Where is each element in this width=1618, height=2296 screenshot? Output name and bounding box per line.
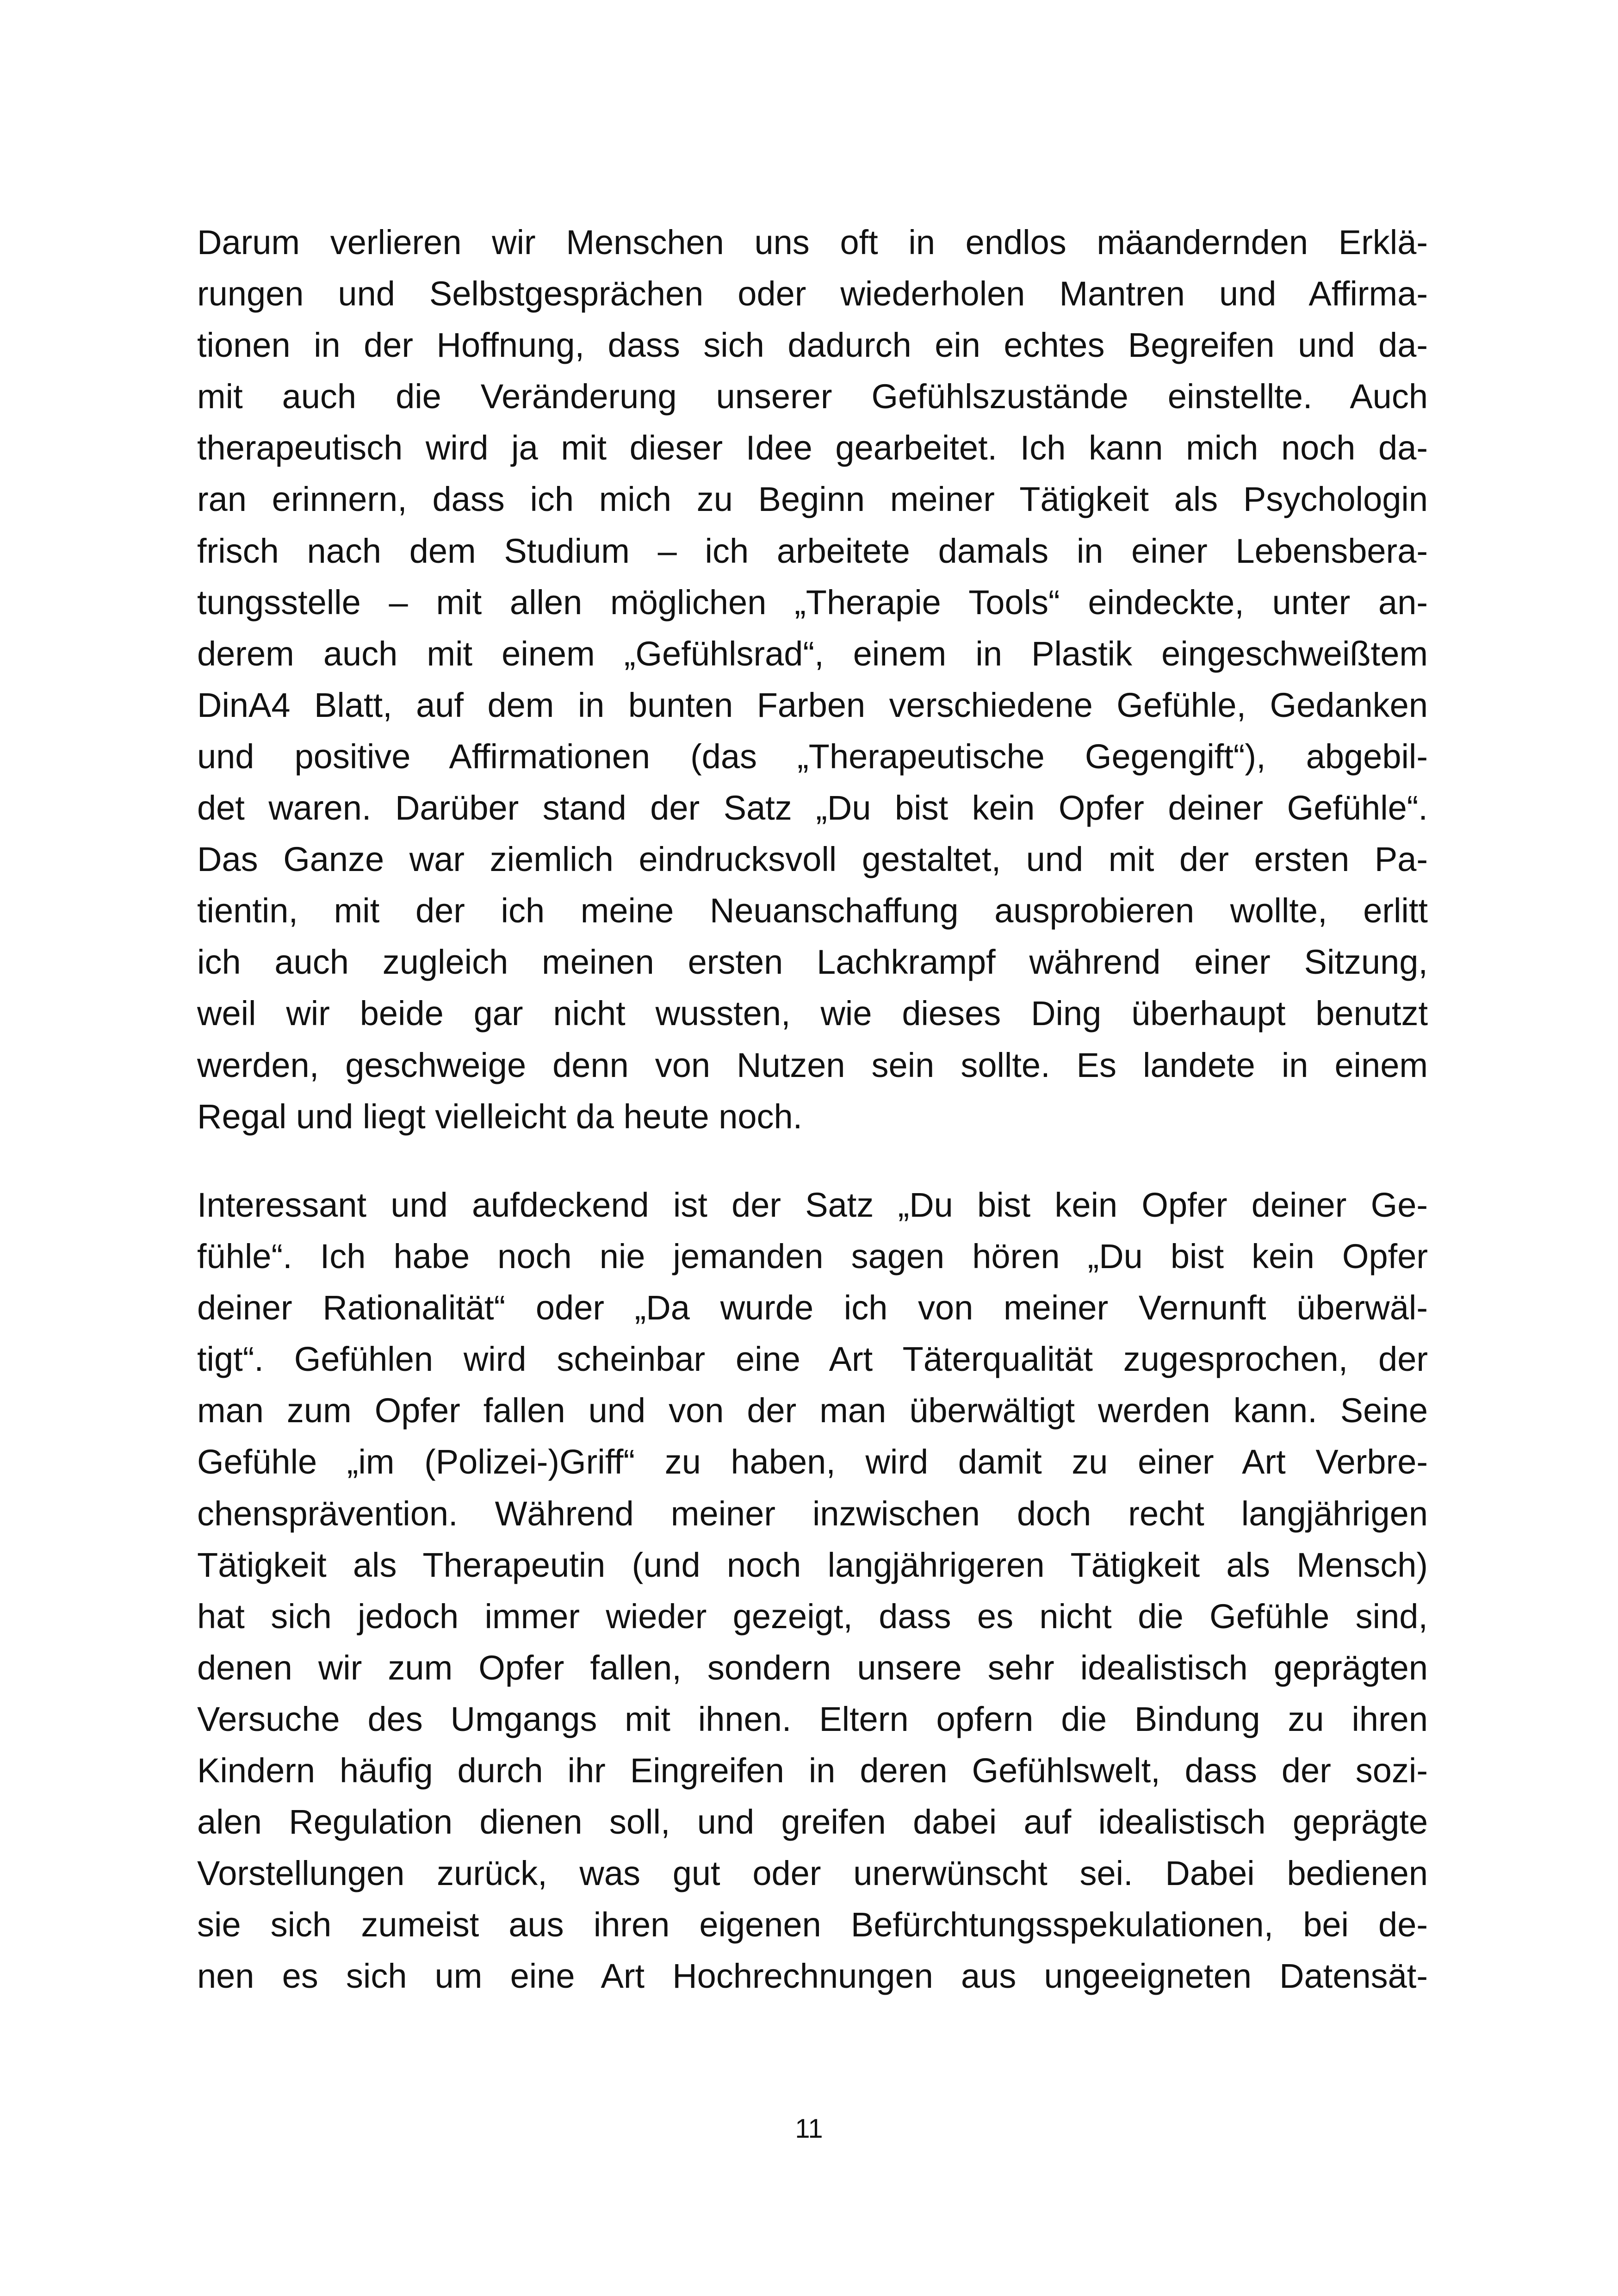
text-line: Kindern häufig durch ihr Eingreifen in deren Gefühlswelt, dass der sozi- xyxy=(197,1751,1428,1790)
paragraph-1 xyxy=(197,217,1428,1142)
text-line: alen Regulation dienen soll, und greifen dabei auf idealistisch geprägte xyxy=(197,1803,1428,1842)
text-line: chensprävention. Während meiner inzwischen doch recht langjährigen xyxy=(197,1494,1428,1533)
text-line: therapeutisch wird ja mit dieser Idee gearbeitet. Ich kann mich noch da- xyxy=(197,429,1428,467)
text-line: tigt“. Gefühlen wird scheinbar eine Art Täterqualität zugesprochen, der xyxy=(197,1340,1428,1379)
text-line: derem auch mit einem „Gefühlsrad“, einem in Plastik eingeschweißtem xyxy=(197,634,1428,673)
text-line: ran erinnern, dass ich mich zu Beginn meiner Tätigkeit als Psychologin xyxy=(197,480,1428,519)
text-line: fühle“. Ich habe noch nie jemanden sagen hören „Du bist kein Opfer xyxy=(197,1237,1428,1276)
text-line: ich auch zugleich meinen ersten Lachkrampf während einer Sitzung, xyxy=(197,943,1428,982)
text-line: tungsstelle – mit allen möglichen „Therapie Tools“ eindeckte, unter an- xyxy=(197,583,1428,622)
text-line: hat sich jedoch immer wieder gezeigt, dass es nicht die Gefühle sind, xyxy=(197,1597,1428,1636)
paragraph-2 xyxy=(197,1179,1428,2002)
text-line: tionen in der Hoffnung, dass sich dadurch ein echtes Begreifen und da- xyxy=(197,326,1428,365)
text-line: weil wir beide gar nicht wussten, wie dieses Ding überhaupt benutzt xyxy=(197,994,1428,1033)
text-line: deiner Rationalität“ oder „Da wurde ich von meiner Vernunft überwäl- xyxy=(197,1288,1428,1327)
text-line: Regal und liegt vielleicht da heute noch. xyxy=(197,1097,803,1136)
text-line: DinA4 Blatt, auf dem in bunten Farben verschiedene Gefühle, Gedanken xyxy=(197,685,1428,724)
page-number: 11 xyxy=(795,2114,823,2144)
text-line: frisch nach dem Studium – ich arbeitete damals in einer Lebensbera- xyxy=(197,531,1428,570)
text-line: werden, geschweige denn von Nutzen sein sollte. Es landete in einem xyxy=(197,1045,1428,1084)
text-line: Das Ganze war ziemlich eindrucksvoll gestaltet, und mit der ersten Pa- xyxy=(197,840,1428,879)
text-line: sie sich zumeist aus ihren eigenen Befürchtungsspekulationen, bei de- xyxy=(197,1905,1428,1944)
text-line: Versuche des Umgangs mit ihnen. Eltern opfern die Bindung zu ihren xyxy=(197,1699,1428,1738)
text-line: und positive Affirmationen (das „Therapeutische Gegengift“), abgebil- xyxy=(197,737,1428,776)
text-line: Tätigkeit als Therapeutin (und noch langjährigeren Tätigkeit als Mensch) xyxy=(197,1545,1428,1584)
text-line: tientin, mit der ich meine Neuanschaffung ausprobieren wollte, erlitt xyxy=(197,891,1428,930)
text-line: Vorstellungen zurück, was gut oder unerwünscht sei. Dabei bedienen xyxy=(197,1854,1428,1893)
text-line: man zum Opfer fallen und von der man überwältigt werden kann. Seine xyxy=(197,1391,1428,1430)
text-line: Interessant und aufdeckend ist der Satz „Du bist kein Opfer deiner Ge- xyxy=(197,1186,1428,1224)
text-line: denen wir zum Opfer fallen, sondern unsere sehr idealistisch geprägten xyxy=(197,1648,1428,1687)
text-line: rungen und Selbstgesprächen oder wiederholen Mantren und Affirma- xyxy=(197,274,1428,313)
text-line: Darum verlieren wir Menschen uns oft in endlos mäandernden Erklä- xyxy=(197,223,1428,261)
text-line: det waren. Darüber stand der Satz „Du bist kein Opfer deiner Gefühle“. xyxy=(197,789,1428,828)
text-line: mit auch die Veränderung unserer Gefühlszustände einstellte. Auch xyxy=(197,377,1428,416)
text-line: nen es sich um eine Art Hochrechnungen aus ungeeigneten Datensät- xyxy=(197,1957,1428,1996)
text-line: Gefühle „im (Polizei-)Griff“ zu haben, wird damit zu einer Art Verbre- xyxy=(197,1443,1428,1481)
